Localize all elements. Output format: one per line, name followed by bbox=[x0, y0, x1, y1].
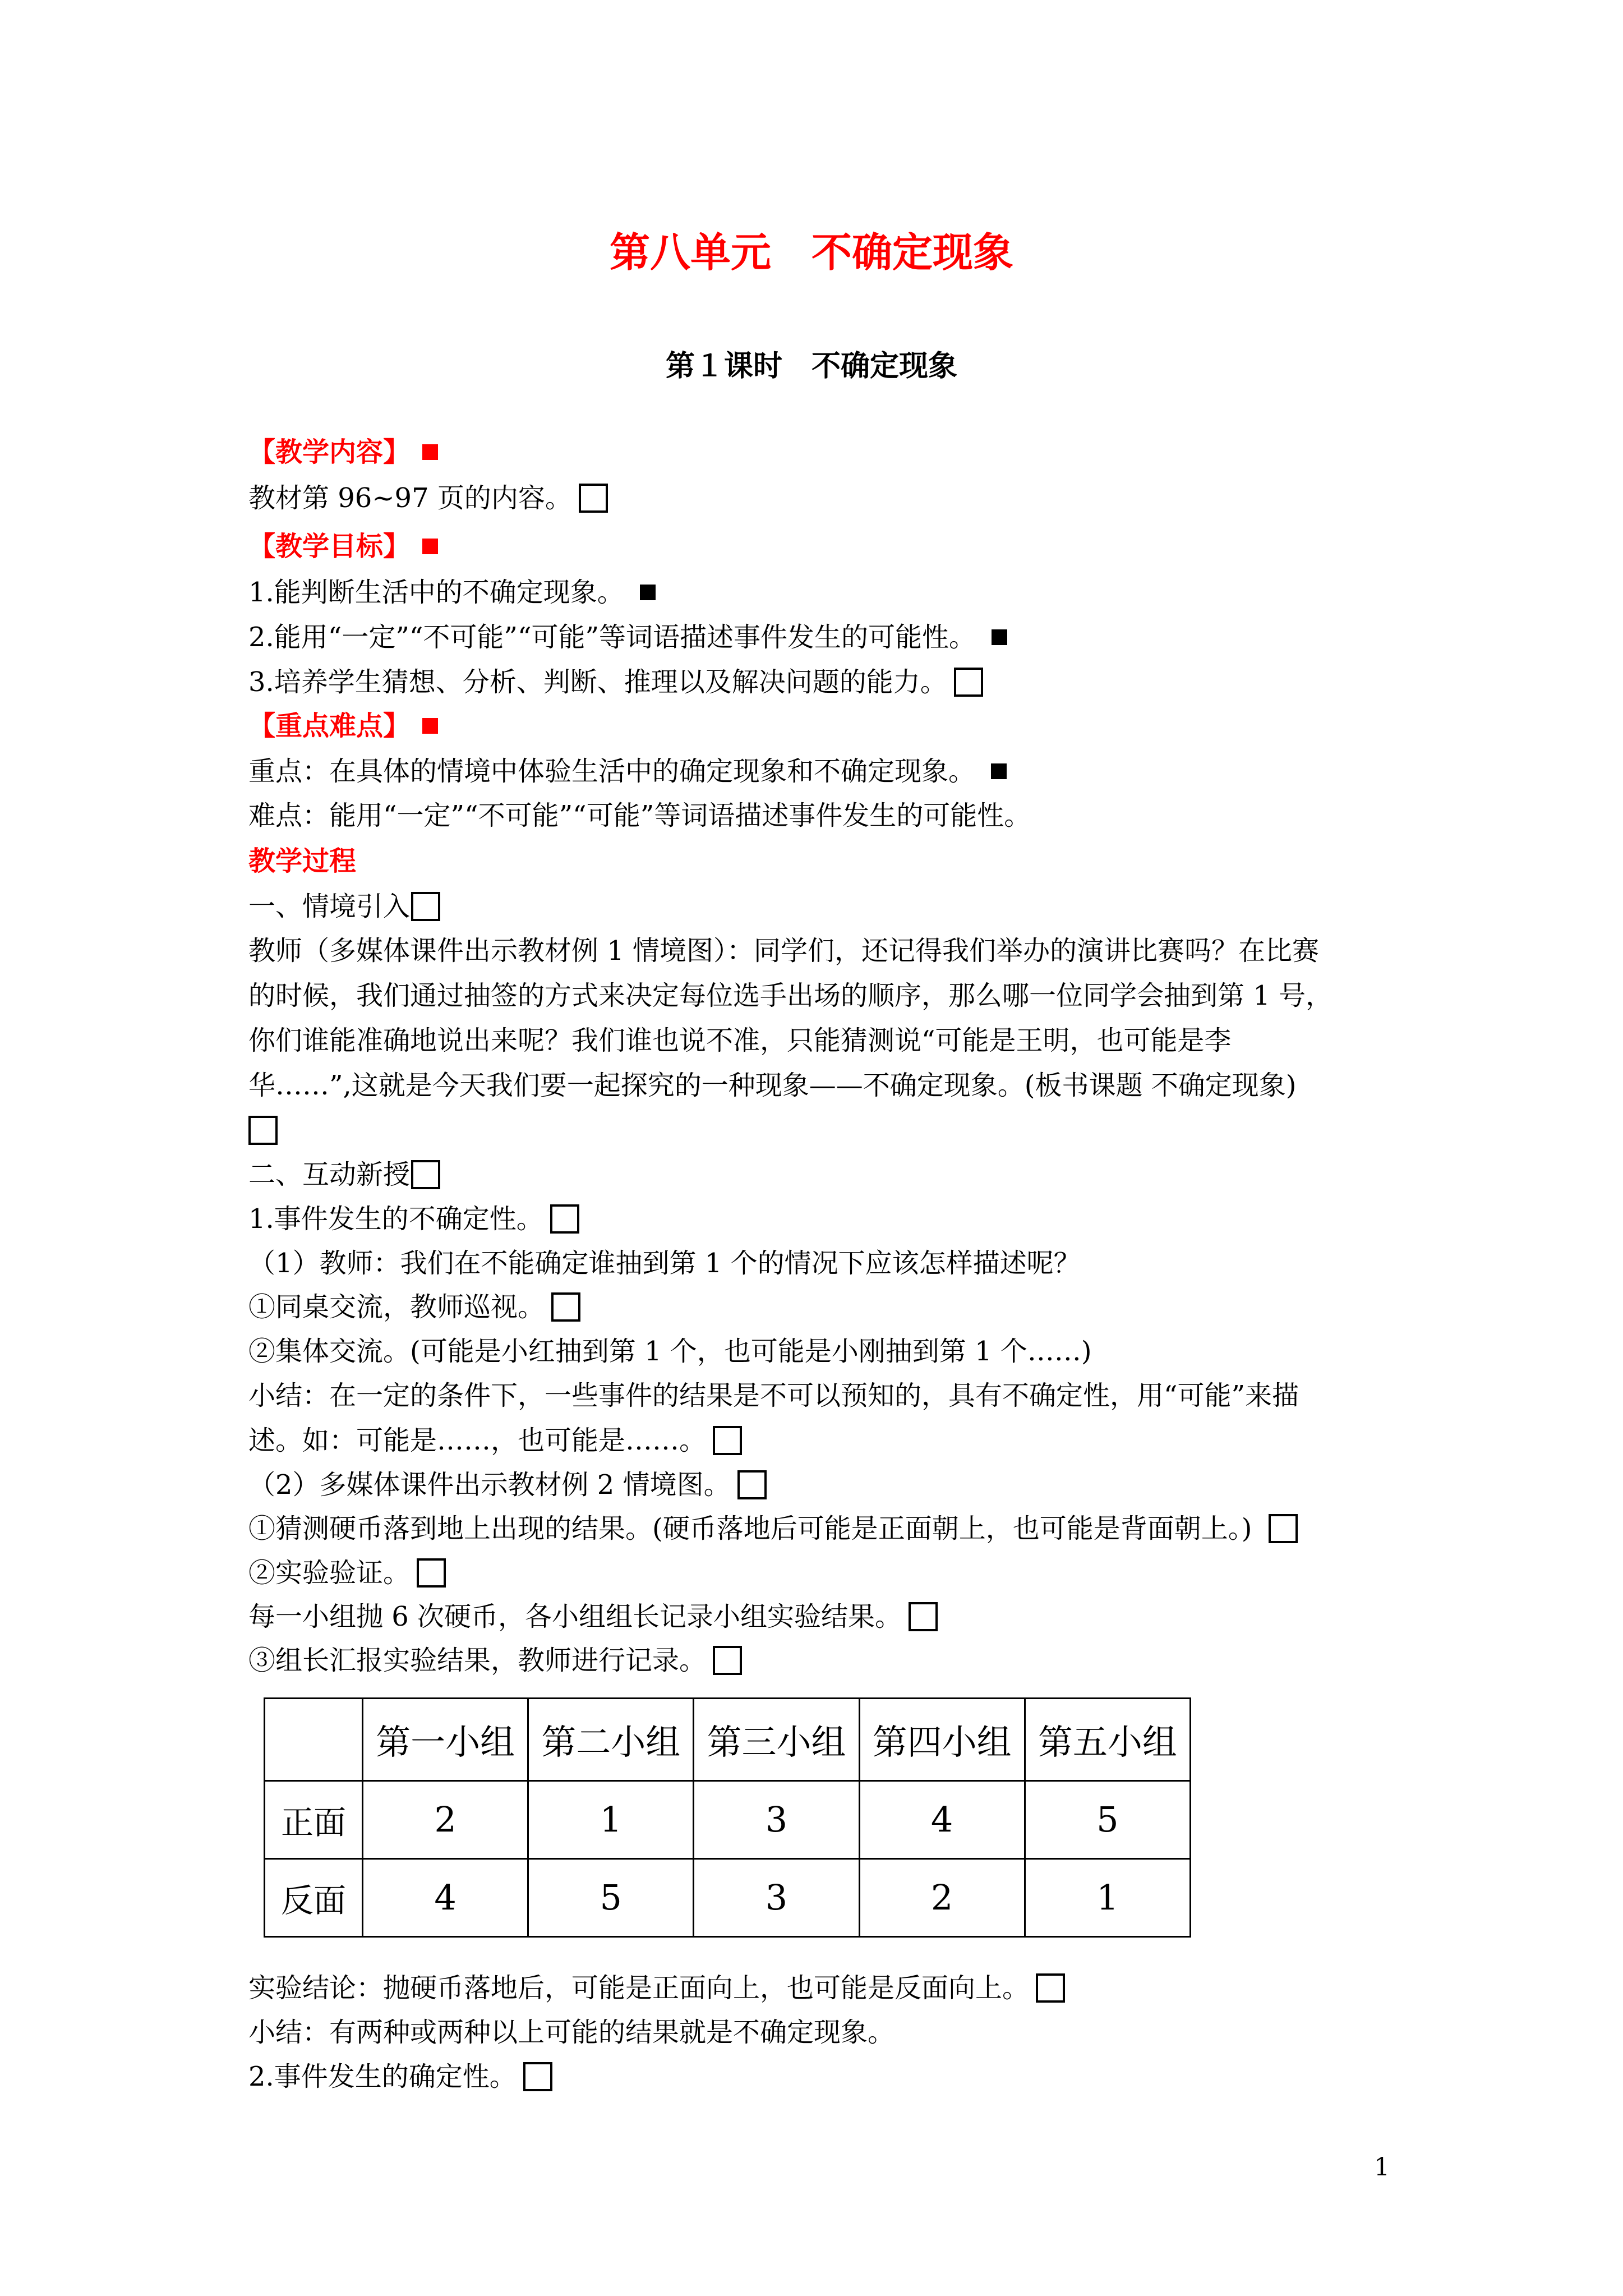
red-square-icon bbox=[422, 539, 438, 554]
table-corner-cell bbox=[265, 1699, 363, 1781]
red-square-icon bbox=[422, 444, 438, 460]
item-1-2c: 每一小组抛 6 次硬币，各小组组长记录小组实验结果。 bbox=[248, 1599, 1404, 1635]
checkbox-icon bbox=[737, 1470, 767, 1499]
checkbox-icon bbox=[550, 1204, 579, 1234]
table-row bbox=[265, 1858, 1191, 1936]
table-cell: 2 bbox=[859, 1858, 1025, 1936]
item-1-1a: ①同桌交流，教师巡视。 bbox=[248, 1289, 1404, 1325]
checkbox-icon bbox=[551, 1292, 580, 1322]
table-header-cell: 第三小组 bbox=[694, 1699, 859, 1781]
summary-2: 小结：有两种或两种以上可能的结果就是不确定现象。 bbox=[248, 2017, 895, 2048]
table-cell: 1 bbox=[1025, 1858, 1190, 1936]
teacher-line-2: 的时候，我们通过抽签的方式来决定每位选手出场的顺序，那么哪一位同学会抽到第 1 号， bbox=[248, 980, 1333, 1011]
section-intro: 一、情境引入 bbox=[248, 889, 1404, 924]
black-square-icon bbox=[991, 763, 1007, 779]
goals-heading: 【教学目标】 bbox=[248, 528, 1404, 564]
key-heading: 【重点难点】 bbox=[248, 708, 1404, 744]
item-1: 1.事件发生的不确定性。 bbox=[248, 1201, 1404, 1237]
table-cell: 4 bbox=[859, 1780, 1025, 1858]
checkbox-icon bbox=[1269, 1514, 1298, 1543]
content-heading: 【教学内容】 bbox=[248, 434, 1404, 470]
key-point: 重点：在具体的情境中体验生活中的确定现象和不确定现象。 bbox=[248, 753, 1404, 789]
checkbox-icon bbox=[411, 892, 440, 921]
table-cell: 4 bbox=[363, 1858, 528, 1936]
table-header-row bbox=[265, 1699, 1191, 1781]
table-header-cell: 第四小组 bbox=[859, 1699, 1025, 1781]
item-1-1b: ②集体交流。(可能是小红抽到第 1 个，也可能是小刚抽到第 1 个……) bbox=[248, 1336, 1092, 1367]
summary-1-line-2: 述。如：可能是……，也可能是……。 bbox=[248, 1423, 1404, 1458]
content-text: 教材第 96~97 页的内容。 bbox=[248, 480, 1404, 516]
checkbox-icon bbox=[523, 2062, 552, 2091]
item-1-2: （2）多媒体课件出示教材例 2 情境图。 bbox=[248, 1467, 1404, 1503]
checkbox-icon bbox=[248, 1116, 278, 1145]
table-row-label: 反面 bbox=[265, 1858, 363, 1936]
teacher-line-3: 你们谁能准确地说出来呢？我们谁也说不准，只能猜测说“可能是王明，也可能是李 bbox=[248, 1025, 1232, 1056]
section-new: 二、互动新授 bbox=[248, 1157, 1404, 1193]
table-cell: 1 bbox=[528, 1780, 694, 1858]
goal-1: 1.能判断生活中的不确定现象。 bbox=[248, 574, 1404, 610]
difficult-point: 难点：能用“一定”“不可能”“可能”等词语描述事件发生的可能性。 bbox=[248, 800, 1031, 831]
results-table bbox=[264, 1697, 1191, 1938]
table-cell: 3 bbox=[694, 1780, 859, 1858]
item-2: 2.事件发生的确定性。 bbox=[248, 2059, 1404, 2095]
checkbox-icon bbox=[909, 1602, 938, 1631]
teacher-box-line bbox=[248, 1112, 1404, 1148]
table-cell: 5 bbox=[1025, 1780, 1190, 1858]
checkbox-icon bbox=[1036, 1973, 1065, 2003]
goal-3: 3.培养学生猜想、分析、判断、推理以及解决问题的能力。 bbox=[248, 664, 1404, 700]
page-number: 1 bbox=[1374, 2153, 1390, 2182]
table-row-label: 正面 bbox=[265, 1780, 363, 1858]
black-square-icon bbox=[992, 629, 1007, 645]
table-header-cell: 第一小组 bbox=[363, 1699, 528, 1781]
table-cell: 3 bbox=[694, 1858, 859, 1936]
experiment-conclusion: 实验结论：抛硬币落地后，可能是正面向上，也可能是反面向上。 bbox=[248, 1970, 1404, 2006]
black-square-icon bbox=[640, 585, 656, 600]
item-1-2d: ③组长汇报实验结果，教师进行记录。 bbox=[248, 1642, 1404, 1678]
item-1-1: （1）教师：我们在不能确定谁抽到第 1 个的情况下应该怎样描述呢？ bbox=[248, 1248, 1081, 1279]
table-row bbox=[265, 1780, 1191, 1858]
process-heading: 教学过程 bbox=[248, 845, 357, 877]
table-header-cell: 第二小组 bbox=[528, 1699, 694, 1781]
checkbox-icon bbox=[411, 1160, 440, 1189]
summary-1-line-1: 小结：在一定的条件下，一些事件的结果是不可以预知的，具有不确定性，用“可能”来描 bbox=[248, 1380, 1299, 1411]
teacher-line-4: 华……”,这就是今天我们要一起探究的一种现象——不确定现象。(板书课题 不确定现象) bbox=[248, 1070, 1297, 1101]
checkbox-icon bbox=[954, 668, 983, 697]
teacher-line-1: 教师（多媒体课件出示教材例 1 情境图）：同学们，还记得我们举办的演讲比赛吗？在比赛 bbox=[248, 935, 1320, 967]
checkbox-icon bbox=[713, 1426, 742, 1455]
table-cell: 5 bbox=[528, 1858, 694, 1936]
red-square-icon bbox=[422, 718, 438, 734]
item-1-2a: ①猜测硬币落到地上出现的结果。(硬币落地后可能是正面朝上，也可能是背面朝上。) bbox=[248, 1511, 1404, 1547]
checkbox-icon bbox=[417, 1558, 446, 1588]
lesson-title: 第１课时 不确定现象 bbox=[665, 349, 957, 383]
checkbox-icon bbox=[713, 1646, 742, 1675]
table-cell: 2 bbox=[363, 1780, 528, 1858]
checkbox-icon bbox=[579, 484, 608, 513]
goal-2: 2.能用“一定”“不可能”“可能”等词语描述事件发生的可能性。 bbox=[248, 619, 1404, 655]
table-header-cell: 第五小组 bbox=[1025, 1699, 1190, 1781]
item-1-2b: ②实验验证。 bbox=[248, 1555, 1404, 1591]
unit-title: 第八单元 不确定现象 bbox=[609, 228, 1013, 276]
